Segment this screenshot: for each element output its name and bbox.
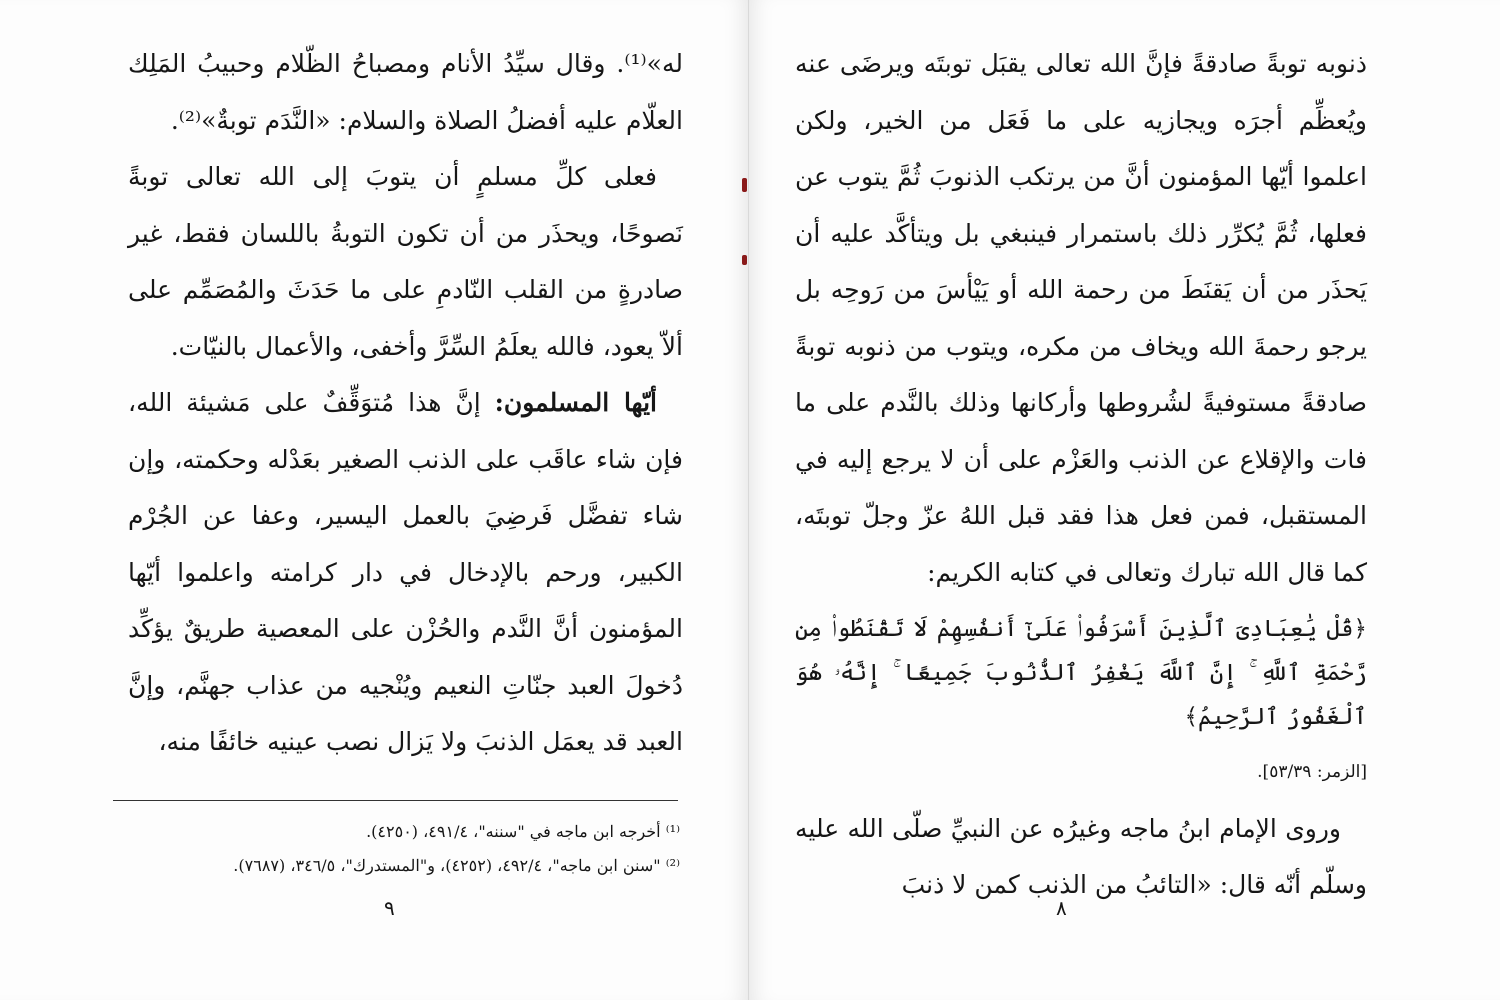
section-heading: أيّها المسلمون: (494, 388, 657, 417)
footnote-divider (113, 800, 678, 801)
quran-verse: ﴿قُلْ يَٰعِبَادِىَ ٱلَّذِينَ أَسْرَفُوا۟ عَلَىٰٓ أَنفُسِهِمْ لَا تَقْنَطُوا۟ مِن رَّحْمَةِ ٱللَّهِ ۚ إِنَّ ٱللَّهَ يَغْفِرُ ٱلذُّنُوبَ جَمِيعًا ۚ إِنَّهُۥ هُوَ ٱلْغَفُورُ ٱلرَّحِيمُ﴾ (795, 616, 1367, 730)
page-number-right: ٨ (1056, 896, 1067, 920)
citation: [الزمر: ٥٣/٣٩]. (1257, 762, 1367, 782)
left-paragraph-1: له»⁽¹⁾. وقال سيِّدُ الأنام ومصباحُ الظّلام وحبيبُ المَلِك العلّام عليه أفضلُ الصلاة والسلام: «النَّدَم توبةٌ»⁽²⁾. (128, 49, 683, 135)
left-paragraph-3 (128, 375, 683, 771)
right-paragraph-2: وروى الإمام ابنُ ماجه وغيرُه عن النبيِّ صلّى الله عليه وسلّم أنّه قال: «التائبُ من الذنب كمن لا ذنبَ (795, 813, 1367, 899)
left-page (0, 0, 749, 1000)
ribbon-mark (742, 178, 747, 192)
left-paragraph-3-text: إنَّ هذا مُتوَقِّفٌ على مَشيئة الله، فإن شاء عاقَب على الذنب الصغير بعَدْله وحكمته، وإن شاء تفضَّل فَرضِيَ بالعمل اليسير، وعفا عن الجُرْم الكبير، ورحم بالإدخال في دار كرامته واعلموا أيّها المؤمنون أنَّ النَّدم والحُزْن على المعصية طريقٌ يؤكِّد دُخولَ العبد جنّاتِ النعيم ويُنْجيه من عذاب جهنَّم، وإنَّ العبد قد يعمَل الذنبَ ولا يَزال نصب عينيه خائفًا منه، (128, 388, 683, 756)
footnote-1: ⁽¹⁾ أخرجه ابن ماجه في "سننه"، ٤٩١/٤، (٤٢٥٠). (366, 822, 680, 841)
footnotes (115, 815, 680, 883)
footnote-2: ⁽²⁾ "سنن ابن ماجه"، ٤٩٢/٤، (٤٢٥٢)، و"المستدرك"، ٣٤٦/٥، (٧٦٨٧). (233, 856, 680, 875)
ribbon-mark (742, 255, 747, 265)
right-page-body (795, 36, 1367, 914)
page-number-left: ٩ (384, 896, 395, 920)
left-paragraph-2: فعلى كلِّ مسلمٍ أن يتوبَ إلى الله تعالى توبةً نَصوحًا، ويحذَر من أن تكون التوبةُ باللسان فقط، غير صادرةٍ من القلب النّادمِ على ما حَدَثَ والمُصَمِّم على ألاّ يعود، فالله يعلَمُ السِّرَّ وأخفى، والأعمال بالنيّات. (128, 162, 683, 361)
left-page-body (128, 36, 683, 771)
citation-line (795, 741, 1367, 801)
right-paragraph-1: ذنوبه توبةً صادقةً فإنَّ الله تعالى يقبَل توبتَه ويرضَى عنه ويُعظِّم أجرَه ويجازيه على ما فَعَل من الخير، ولكن اعلموا أيّها المؤمنون أنَّ من يرتكب الذنوبَ ثُمَّ يتوب عن فعلها، ثُمَّ يُكرِّر ذلك باستمرار فينبغي بل ويتأكَّد عليه أن يَحذَر من أن يَقنَطَ من رحمة الله أو يَيْأسَ من رَوحِه بل يرجو رحمةَ الله ويخاف من مكره، ويتوب من ذنوبه توبةً صادقةً مستوفيةً لشُروطها وأركانها وذلك بالنَّدم على ما فات والإقلاع عن الذنب والعَزْم على أن لا يرجع إليه في المستقبل، فمن فعل هذا فقد قبل اللهُ عزّ وجلّ توبتَه، كما قال الله تبارك وتعالى في كتابه الكريم: (795, 49, 1367, 587)
